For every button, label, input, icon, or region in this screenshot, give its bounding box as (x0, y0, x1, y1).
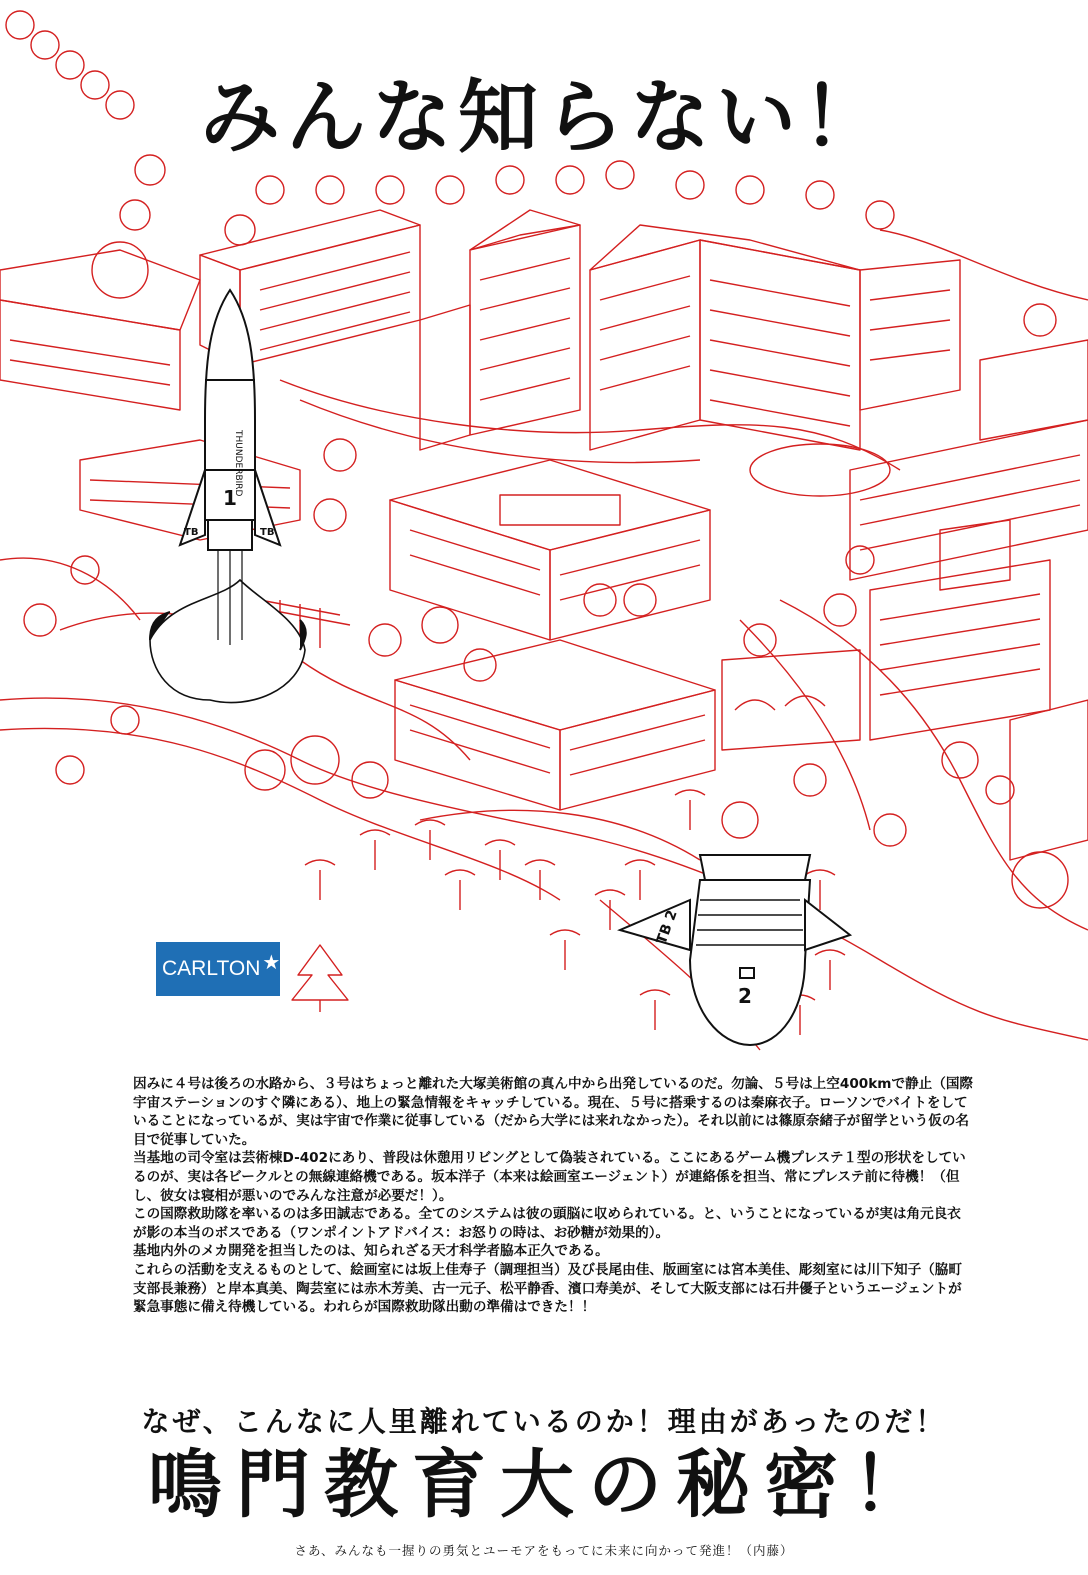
rocket-1-number: 1 (223, 486, 237, 510)
building (870, 520, 1050, 740)
road (420, 810, 700, 860)
craft-2-label: TB 2 (653, 908, 681, 947)
road (740, 620, 870, 830)
building (420, 210, 580, 450)
craft-2-number: 2 (738, 984, 752, 1008)
building (850, 420, 1088, 580)
paragraph: 基地内外のメカ開発を担当したのは、知られざる天才科学者脇本正久である。 (133, 1243, 609, 1260)
paragraph: これらの活動を支えるものとして、絵画室には坂上佳寿子（調理担当）及び長尾由佳、版画室には宮本美佳、彫刻室には川下知子（脇町支部長兼務）と岸本真美、陶芸室には赤木芳美、古一元子、松平静香、濱口寿美が、そして大阪支部には石井優子というエージェントが緊急事態に備え待機している。われらが国際救助隊出動の準備はできた！！ (133, 1261, 962, 1316)
paragraph: 因みに４号は後ろの水路から、３号はちょっと離れた大塚美術館の真ん中から出発しているのだ。勿論、５号は上空400kmで静止（国際宇宙ステーションのすぐ隣にある）、地上の緊急情報をキャッチしている。現在、５号に搭乗するのは秦麻衣子。ローソンでバイトをしていることになっているが、実は宇宙で作業に従事している（だから大学には来れなかった）。それ以前には篠原奈緒子が留学という仮の名目で従事していた。 (133, 1076, 974, 1148)
pool (750, 444, 890, 496)
rocket-1-label: THUNDERBIRD (233, 430, 243, 497)
road (780, 600, 1088, 930)
logo-text: CARLTON (162, 957, 261, 980)
building (860, 260, 960, 410)
carlton-logo (156, 942, 280, 996)
road (0, 558, 140, 620)
headline: みんな知らない！ (200, 71, 888, 164)
building (0, 250, 200, 410)
rocket-1-badge-left: TB (184, 527, 199, 538)
main-title: 鳴門教育大の秘密！ (148, 1442, 940, 1528)
rocket-1-badge-right: TB (260, 527, 275, 538)
paragraph: 当基地の司令室は芸術棟D-402にあり、普段は休憩用リビングとして偽装されている。ここにあるゲーム機プレステ１型の形状をしているのが、実は各ビークルとの無線連絡機である。坂本洋子（本来は絵画室エージェント）が連絡係を担当、常にプレステ前に待機！（但し、彼女は寝相が悪いのでみんな注意が必要だ！）。 (133, 1150, 966, 1204)
building (395, 640, 715, 810)
body-text (133, 1075, 973, 1317)
road (0, 728, 560, 900)
paragraph: この国際救助隊を率いるのは多田誠志である。全てのシステムは彼の頭脳に収められている。と、いうことになっているが実は角元良衣が影の本当のボスである（ワンポイントアドバイス：お怒りの時は、お砂糖が効果的）。 (133, 1206, 961, 1241)
building (590, 225, 860, 450)
star-icon: ★ (262, 950, 281, 974)
pine-tree (292, 945, 348, 1012)
credit-line: さあ、みんなも一握りの勇気とユーモアをもってに未来に向かって発進！（内藤） (294, 1543, 794, 1558)
building (390, 460, 710, 640)
building (980, 340, 1088, 860)
road (300, 400, 700, 463)
subheadline: なぜ、こんなに人里離れているのか！理由があったのだ！ (141, 1405, 947, 1438)
building (722, 650, 860, 750)
